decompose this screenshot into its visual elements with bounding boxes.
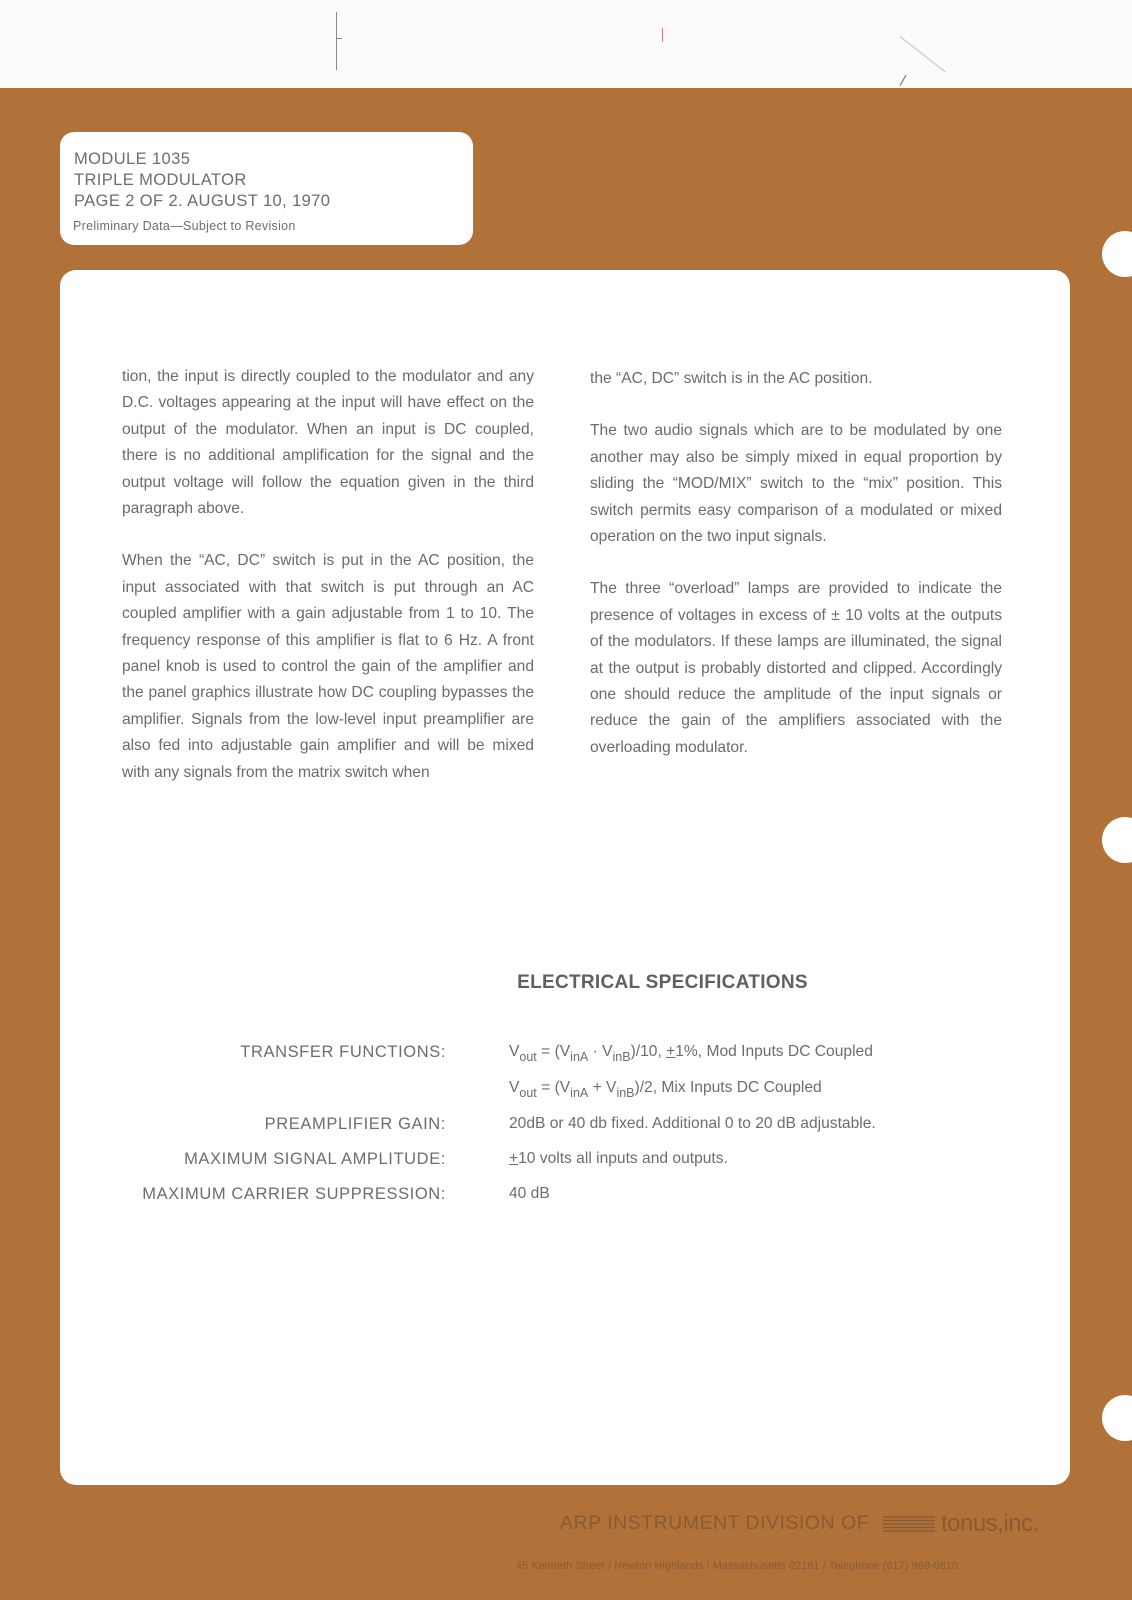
- registration-mark: [900, 36, 946, 72]
- formula-subscript: out: [519, 1050, 537, 1064]
- paragraph: the “AC, DC” switch is in the AC position.: [590, 370, 873, 387]
- paragraph: The three “overload” lamps are provided to indicate the presence of voltages in excess of ± 10 volts at the outputs of the modulators. If these lamps are illuminated, the signal at the output is probably distorted and clipped. Accordingly one should reduce the amplitude of the input signals or reduce the gain of the amplifiers associated with the overloading modulator.: [590, 580, 1002, 756]
- spec-text: 10 volts all inputs and outputs.: [518, 1150, 728, 1167]
- max-signal-amplitude-value: [509, 1150, 728, 1168]
- module-title: TRIPLE MODULATOR: [74, 171, 247, 189]
- module-number: MODULE 1035: [74, 150, 191, 168]
- formula-text: = (V: [536, 1043, 571, 1060]
- tonus-logo-text: tonus,inc.: [941, 1510, 1039, 1537]
- specifications-title: ELECTRICAL SPECIFICATIONS: [517, 972, 808, 993]
- formula-text: V: [509, 1043, 520, 1060]
- preamplifier-gain-label: PREAMPLIFIER GAIN:: [264, 1115, 446, 1133]
- module-header: [60, 132, 473, 245]
- formula-text: · V: [588, 1043, 613, 1060]
- transfer-function-mix: [509, 1079, 822, 1100]
- registration-mark: [662, 28, 663, 42]
- max-signal-amplitude-label: MAXIMUM SIGNAL AMPLITUDE:: [184, 1150, 446, 1168]
- paragraph: When the “AC, DC” switch is put in the AC position, the input associated with that switch is put through an AC coupled amplifier with a gain adjustable from 1 to 10. The frequency response of this amplifier is flat to 6 Hz. A front panel knob is used to control the gain of the amplifier and the panel graphics illustrate how DC coupling bypasses the amplifier. Signals from the low-level input preamplifier are also fed into adjustable gain amplifier and will be mixed with any signals from the matrix switch when: [122, 552, 534, 781]
- formula-text: V: [509, 1079, 520, 1096]
- plus-minus-sign: +: [509, 1150, 519, 1167]
- formula-text: + V: [588, 1079, 617, 1096]
- formula-subscript: inA: [570, 1050, 589, 1064]
- footer-company: [560, 1510, 1039, 1538]
- formula-text: 1%, Mod Inputs DC Coupled: [675, 1043, 873, 1060]
- page-info: PAGE 2 OF 2. AUGUST 10, 1970: [74, 192, 331, 210]
- revision-note: Preliminary Data—Subject to Revision: [73, 219, 296, 233]
- left-column: [122, 364, 534, 812]
- formula-subscript: out: [519, 1086, 537, 1100]
- formula-text: )/2, Mix Inputs DC Coupled: [634, 1079, 822, 1096]
- formula-text: = (V: [536, 1079, 571, 1096]
- company-name: ARP INSTRUMENT DIVISION OF: [560, 1512, 870, 1535]
- paragraph: The two audio signals which are to be modulated by one another may also be simply mixed in equal proportion by sliding the “MOD/MIX” switch to the “mix” position. This switch permits easy comparison of a modulated or mixed operation on the two input signals.: [590, 422, 1002, 546]
- paper-top-margin: [0, 0, 1132, 88]
- transfer-function-mod: [509, 1043, 873, 1064]
- right-column: [590, 366, 1002, 787]
- formula-text: )/10,: [630, 1043, 667, 1060]
- paragraph: tion, the input is directly coupled to the modulator and any D.C. voltages appearing at the input will have effect on the output of the modulator. When an input is DC coupled, there is no additional amplification for the signal and the output voltage will follow the equation given in the third paragraph above.: [122, 368, 534, 518]
- formula-subscript: inA: [570, 1086, 589, 1100]
- preamplifier-gain-value: 20dB or 40 db fixed. Additional 0 to 20 dB adjustable.: [509, 1115, 876, 1132]
- registration-mark: [336, 12, 337, 70]
- registration-mark: [900, 75, 907, 86]
- tonus-logo-lines-icon: [883, 1515, 935, 1533]
- transfer-functions-label: TRANSFER FUNCTIONS:: [240, 1043, 446, 1061]
- content-panel: [60, 270, 1070, 1485]
- formula-subscript: inB: [616, 1086, 635, 1100]
- max-carrier-suppression-value: 40 dB: [509, 1185, 550, 1202]
- plus-minus-sign: +: [666, 1043, 676, 1060]
- formula-subscript: inB: [612, 1050, 631, 1064]
- footer-address: 45 Kenneth Street / Newton Highlands / Massachusetts 02161 / Telephone (617) 969-0810: [516, 1560, 959, 1572]
- registration-mark: [336, 38, 342, 39]
- max-carrier-suppression-label: MAXIMUM CARRIER SUPPRESSION:: [142, 1185, 446, 1203]
